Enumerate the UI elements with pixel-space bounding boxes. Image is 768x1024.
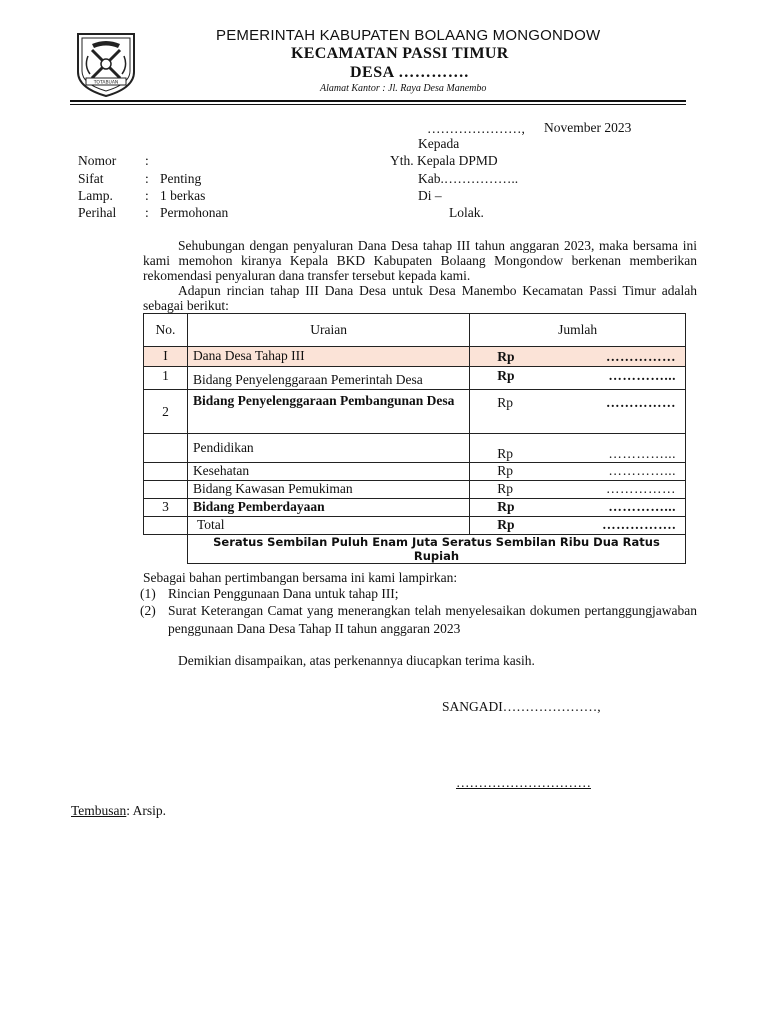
signature-title: SANGADI…………………, (442, 699, 601, 714)
row-amount: …………... (608, 446, 676, 461)
meta-sep: : (145, 153, 149, 168)
attachment-item (140, 602, 697, 638)
row-rp: Rp (497, 499, 515, 514)
row-no (144, 481, 188, 499)
cc-line (71, 803, 166, 819)
row-uraian: Bidang Pemberdayaan (187, 499, 469, 517)
row-no (144, 517, 188, 535)
row-amount: …………... (608, 463, 676, 478)
row-no (144, 434, 188, 463)
government-name: PEMERINTAH KABUPATEN BOLAANG MONGONDOW (216, 27, 601, 44)
table-row (144, 463, 686, 481)
row-amount-cell (470, 347, 686, 367)
closing-sentence: Demikian disampaikan, atas perkenannya diucapkan terima kasih. (178, 653, 535, 668)
cc-value: : Arsip. (126, 803, 167, 818)
row-amount-cell (470, 367, 686, 390)
attachment-number: (1) (140, 586, 156, 601)
meta-label-lamp: Lamp. (78, 188, 113, 203)
letterhead-rule-thin (70, 104, 686, 105)
meta-label-sifat: Sifat (78, 171, 104, 186)
regency-logo (72, 26, 140, 98)
recipient-line-2: Kab.…………….. (418, 171, 519, 186)
meta-value-sifat: Penting (160, 171, 202, 186)
row-amount: …………… (606, 349, 676, 364)
budget-table (143, 313, 686, 564)
row-rp: Rp (497, 463, 514, 478)
row-rp: Rp (497, 446, 514, 461)
recipient-line-4: Lolak. (449, 205, 484, 220)
header-no: No. (144, 314, 188, 347)
meta-value-perihal: Permohonan (160, 205, 229, 220)
attachment-text: Surat Keterangan Camat yang menerangkan telah menyelesaikan dokumen pertanggungjawaban penggunaan Dana Desa Tahap II tahun anggaran 2023 (168, 603, 697, 636)
row-amount: …………... (608, 368, 676, 383)
row-uraian: Bidang Penyelenggaraan Pemerintah Desa (187, 367, 469, 390)
logo-banner-text: TOTABUAN (93, 80, 119, 86)
table-header-row (144, 314, 686, 347)
row-uraian: Bidang Kawasan Pemukiman (187, 481, 469, 499)
row-no: 1 (144, 367, 188, 390)
meta-label-perihal: Perihal (78, 205, 117, 220)
header-jumlah: Jumlah (470, 314, 686, 347)
row-uraian: Pendidikan (187, 434, 469, 463)
row-amount: …………… (606, 395, 676, 410)
table-row (144, 481, 686, 499)
row-amount-cell (470, 390, 686, 434)
row-amount-cell (470, 517, 686, 535)
body-paragraph-2: Adapun rincian tahap III Dana Desa untuk Desa Manembo Kecamatan Passi Timur adalah sebagai berikut: (143, 283, 697, 313)
row-uraian: Bidang Penyelenggaraan Pembangunan Desa (187, 390, 469, 434)
row-no: 2 (144, 390, 188, 434)
table-row (144, 347, 686, 367)
meta-sep: : (145, 188, 149, 203)
table-row (144, 367, 686, 390)
letter-date: November 2023 (544, 120, 632, 135)
row-amount-cell (470, 463, 686, 481)
row-amount: …………... (608, 499, 676, 514)
row-amount-cell (470, 499, 686, 517)
table-row (144, 499, 686, 517)
row-rp: Rp (497, 481, 514, 496)
row-amount: …………… (606, 481, 676, 496)
table-row (144, 390, 686, 434)
recipient-line-1: Yth. Kepala DPMD (390, 153, 498, 168)
row-uraian: Dana Desa Tahap III (187, 347, 469, 367)
meta-sep: : (145, 171, 149, 186)
village-name: DESA …………. (350, 64, 469, 81)
meta-label-nomor: Nomor (78, 153, 117, 168)
row-no (144, 463, 188, 481)
row-rp: Rp (497, 395, 514, 410)
meta-value-lamp: 1 berkas (160, 188, 206, 203)
date-place: …………………, (427, 121, 525, 136)
table-row (144, 517, 686, 535)
row-amount-cell (470, 481, 686, 499)
row-rp: Rp (497, 517, 515, 532)
row-amount-cell (470, 434, 686, 463)
attachment-item (140, 585, 697, 603)
spelled-total-row (144, 535, 686, 564)
subdistrict-name: KECAMATAN PASSI TIMUR (291, 45, 509, 62)
row-no: I (144, 347, 188, 367)
row-amount: ……………. (602, 517, 676, 532)
body-paragraph-1: Sehubungan dengan penyaluran Dana Desa tahap III tahun anggaran 2023, maka bersama ini kami memohon kiranya Kepala BKD Kabupaten Bolaang Mongondow berkenan memberikan rekomendasi penyaluran dana transfer tersebut kepada kami. (143, 238, 697, 283)
spelled-total: Seratus Sembilan Puluh Enam Juta Seratus Sembilan Ribu Dua Ratus Rupiah (187, 535, 685, 564)
header-uraian: Uraian (187, 314, 469, 347)
table-row (144, 434, 686, 463)
recipient-label: Kepada (418, 136, 460, 151)
row-rp: Rp (497, 349, 515, 364)
attachment-number: (2) (140, 603, 156, 618)
signature-name-line: ………………………… (456, 775, 591, 790)
row-uraian: Total (187, 517, 469, 535)
meta-sep: : (145, 205, 149, 220)
letterhead-rule-thick (70, 100, 686, 102)
row-no: 3 (144, 499, 188, 517)
row-uraian: Kesehatan (187, 463, 469, 481)
row-rp: Rp (497, 368, 515, 383)
attachment-text: Rincian Penggunaan Dana untuk tahap III; (168, 586, 399, 601)
cc-label: Tembusan (71, 803, 127, 818)
recipient-line-3: Di – (418, 188, 442, 203)
attachments-intro: Sebagai bahan pertimbangan bersama ini kami lampirkan: (143, 570, 458, 585)
office-address: Alamat Kantor : Jl. Raya Desa Manembo (320, 83, 487, 94)
